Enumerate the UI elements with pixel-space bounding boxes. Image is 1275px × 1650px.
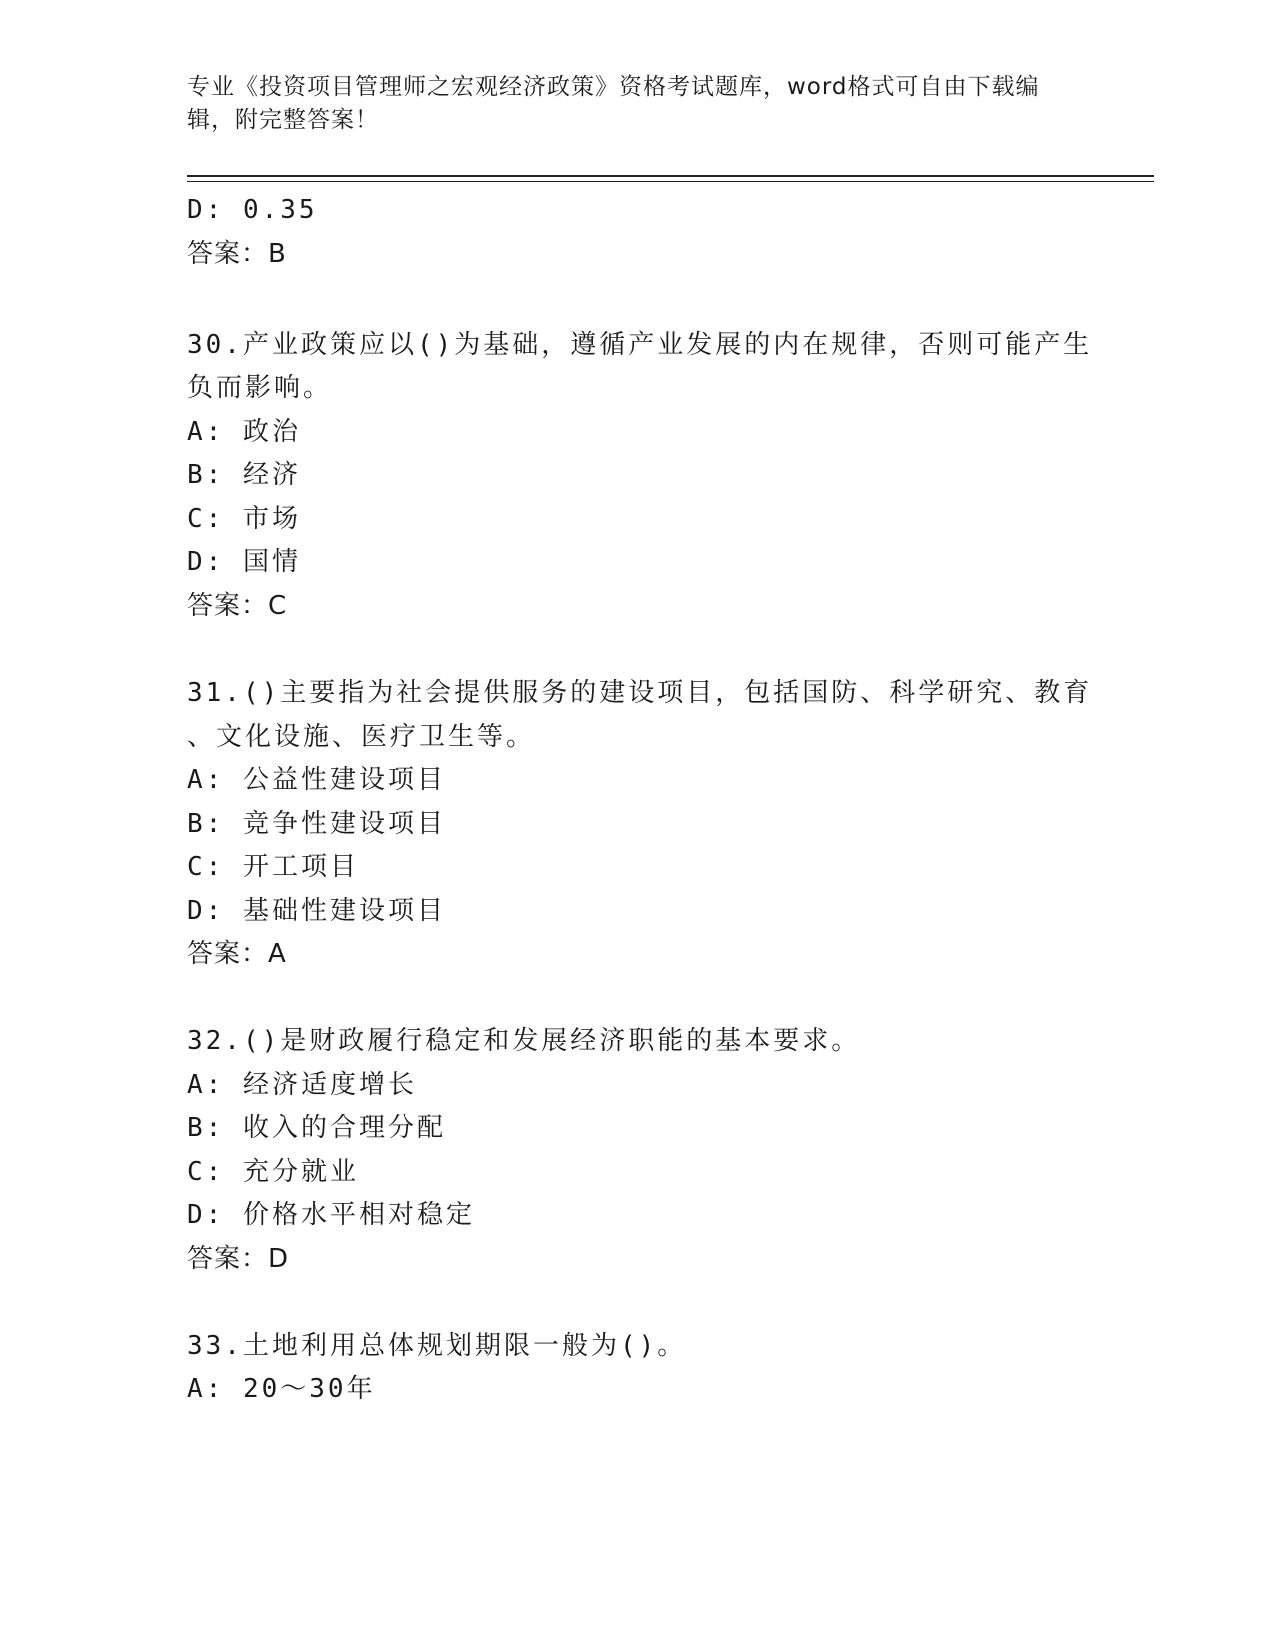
prev-answer: 答案：B — [187, 239, 287, 269]
header-line-2: 辑，附完整答案！ — [187, 107, 379, 133]
question-stem-line: 32.()是财政履行稳定和发展经济职能的基本要求。 — [187, 1026, 861, 1056]
option-c: C: 充分就业 — [187, 1157, 359, 1187]
option-a: A: 经济适度增长 — [187, 1070, 417, 1100]
question-stem-line: 负而影响。 — [187, 373, 333, 403]
option-d: D: 国情 — [187, 547, 301, 577]
option-b: B: 经济 — [187, 460, 301, 490]
header-divider-thick — [187, 175, 1154, 177]
option-b: B: 竞争性建设项目 — [187, 809, 446, 839]
question-stem-line: 、文化设施、医疗卫生等。 — [187, 722, 536, 752]
answer: 答案：C — [187, 591, 288, 621]
prev-option-d: D: 0.35 — [187, 195, 318, 225]
option-d: D: 基础性建设项目 — [187, 896, 446, 926]
header-line-1: 专业《投资项目管理师之宏观经济政策》资格考试题库，word格式可自由下载编 — [187, 74, 1040, 100]
header-divider-thin — [187, 181, 1154, 182]
option-b: B: 收入的合理分配 — [187, 1113, 446, 1143]
question-stem-line: 33.土地利用总体规划期限一般为()。 — [187, 1331, 687, 1361]
answer: 答案：A — [187, 939, 287, 969]
question-stem-line: 31.()主要指为社会提供服务的建设项目，包括国防、科学研究、教育 — [187, 678, 1093, 708]
option-c: C: 市场 — [187, 504, 301, 534]
option-a: A: 公益性建设项目 — [187, 765, 446, 795]
document-header — [187, 71, 1087, 137]
question-stem-line: 30.产业政策应以()为基础，遵循产业发展的内在规律，否则可能产生 — [187, 330, 1093, 360]
answer: 答案：D — [187, 1244, 290, 1274]
option-a: A: 政治 — [187, 417, 301, 447]
option-d: D: 价格水平相对稳定 — [187, 1200, 475, 1230]
option-c: C: 开工项目 — [187, 852, 359, 882]
option-a: A: 20～30年 — [187, 1374, 376, 1404]
